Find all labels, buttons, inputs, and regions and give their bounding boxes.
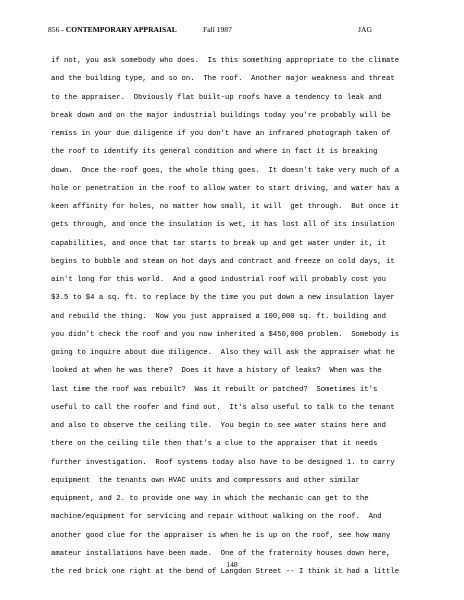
body-line: down. Once the roof goes, the whole thing goes. It doesn't take very much of a [51, 166, 400, 175]
body-line: gets through, and once the insulation is wet, it has lost all of its insulation [51, 221, 395, 230]
body-line: hole or penetration in the roof to allow water to start driving, and water has a [51, 184, 400, 193]
body-line: and also to observe the ceiling tile. You begin to see water stains here and [51, 422, 387, 430]
body-line: remiss in your due diligence if you don't have an infrared photograph taken of [51, 130, 391, 138]
body-line: begins to bubble and steam on hot days and contract and freeze on cold days, it [51, 257, 395, 266]
body-line: further investigation. Roof systems today also have to be designed 1. to carry [51, 458, 395, 467]
body-line: useful to call the roofer and find out. It's also useful to talk to the tenant [51, 403, 395, 412]
body-line: last time the roof was rebuilt? Was it rebuilt or patched? Sometimes it's [51, 385, 378, 394]
body-line: amateur installations have been made. One of the fraternity houses down here, [51, 549, 391, 558]
body-line: ain't long for this world. And a good industrial roof will probably cost you [51, 276, 387, 284]
running-header [48, 24, 424, 36]
body-line: $3.5 to $4 a sq. ft. to replace by the time you put down a new insulation layer [51, 294, 395, 303]
body-line: and rebuild the thing. Now you just appraised a 100,000 sq. ft. building and [51, 312, 387, 321]
body-line: break down and on the major industrial buildings today you're probably will be [51, 111, 391, 120]
body-line: there on the ceiling tile then that's a clue to the appraiser that it needs [51, 440, 378, 449]
body-line: capabilities, and once that tar starts to break up and get water under it, it [51, 239, 387, 248]
body-line: going to inquire about due diligence. Also they will ask the appraiser what he [51, 349, 395, 357]
body-line: equipment, and 2. to provide one way in which the mechanic can get to the [51, 495, 369, 503]
header-page-number: 856 - [48, 25, 66, 34]
body-line: the roof to identify its general condition and where in fact it is breaking [51, 148, 378, 157]
body-line: equipment the tenants own HVAC units and compressors and other similar [51, 476, 360, 485]
header-issue: Fall 1987 [203, 25, 232, 34]
body-text [51, 52, 421, 581]
page-number: 148 [226, 560, 238, 569]
body-line: machine/equipment for servicing and repair without walking on the roof. And [51, 513, 382, 522]
body-line: the red brick one right at the bend of Langdon Street -- I think it had a little [51, 568, 400, 576]
header-initials: JAG [358, 25, 372, 34]
body-line: if not, you ask somebody who does. Is this something appropriate to the climate [51, 57, 400, 65]
body-line: to the appraiser. Obviously flat built-up roofs have a tendency to leak and [51, 93, 382, 102]
body-line: another good clue for the appraiser is when he is up on the roof, see how many [51, 531, 391, 540]
body-line: you didn't check the roof and you now inherited a $450,000 problem. Somebody is [51, 330, 400, 339]
header-journal-title: CONTEMPORARY APPRAISAL [65, 25, 177, 34]
body-line: looked at when he was there? Does it have a history of leaks? When was the [51, 367, 382, 376]
body-line: keen affinity for holes, no matter how small, it will get through. But once it [51, 203, 400, 211]
body-line: and the building type, and so on. The roof. Another major weakness and threat [51, 75, 395, 84]
